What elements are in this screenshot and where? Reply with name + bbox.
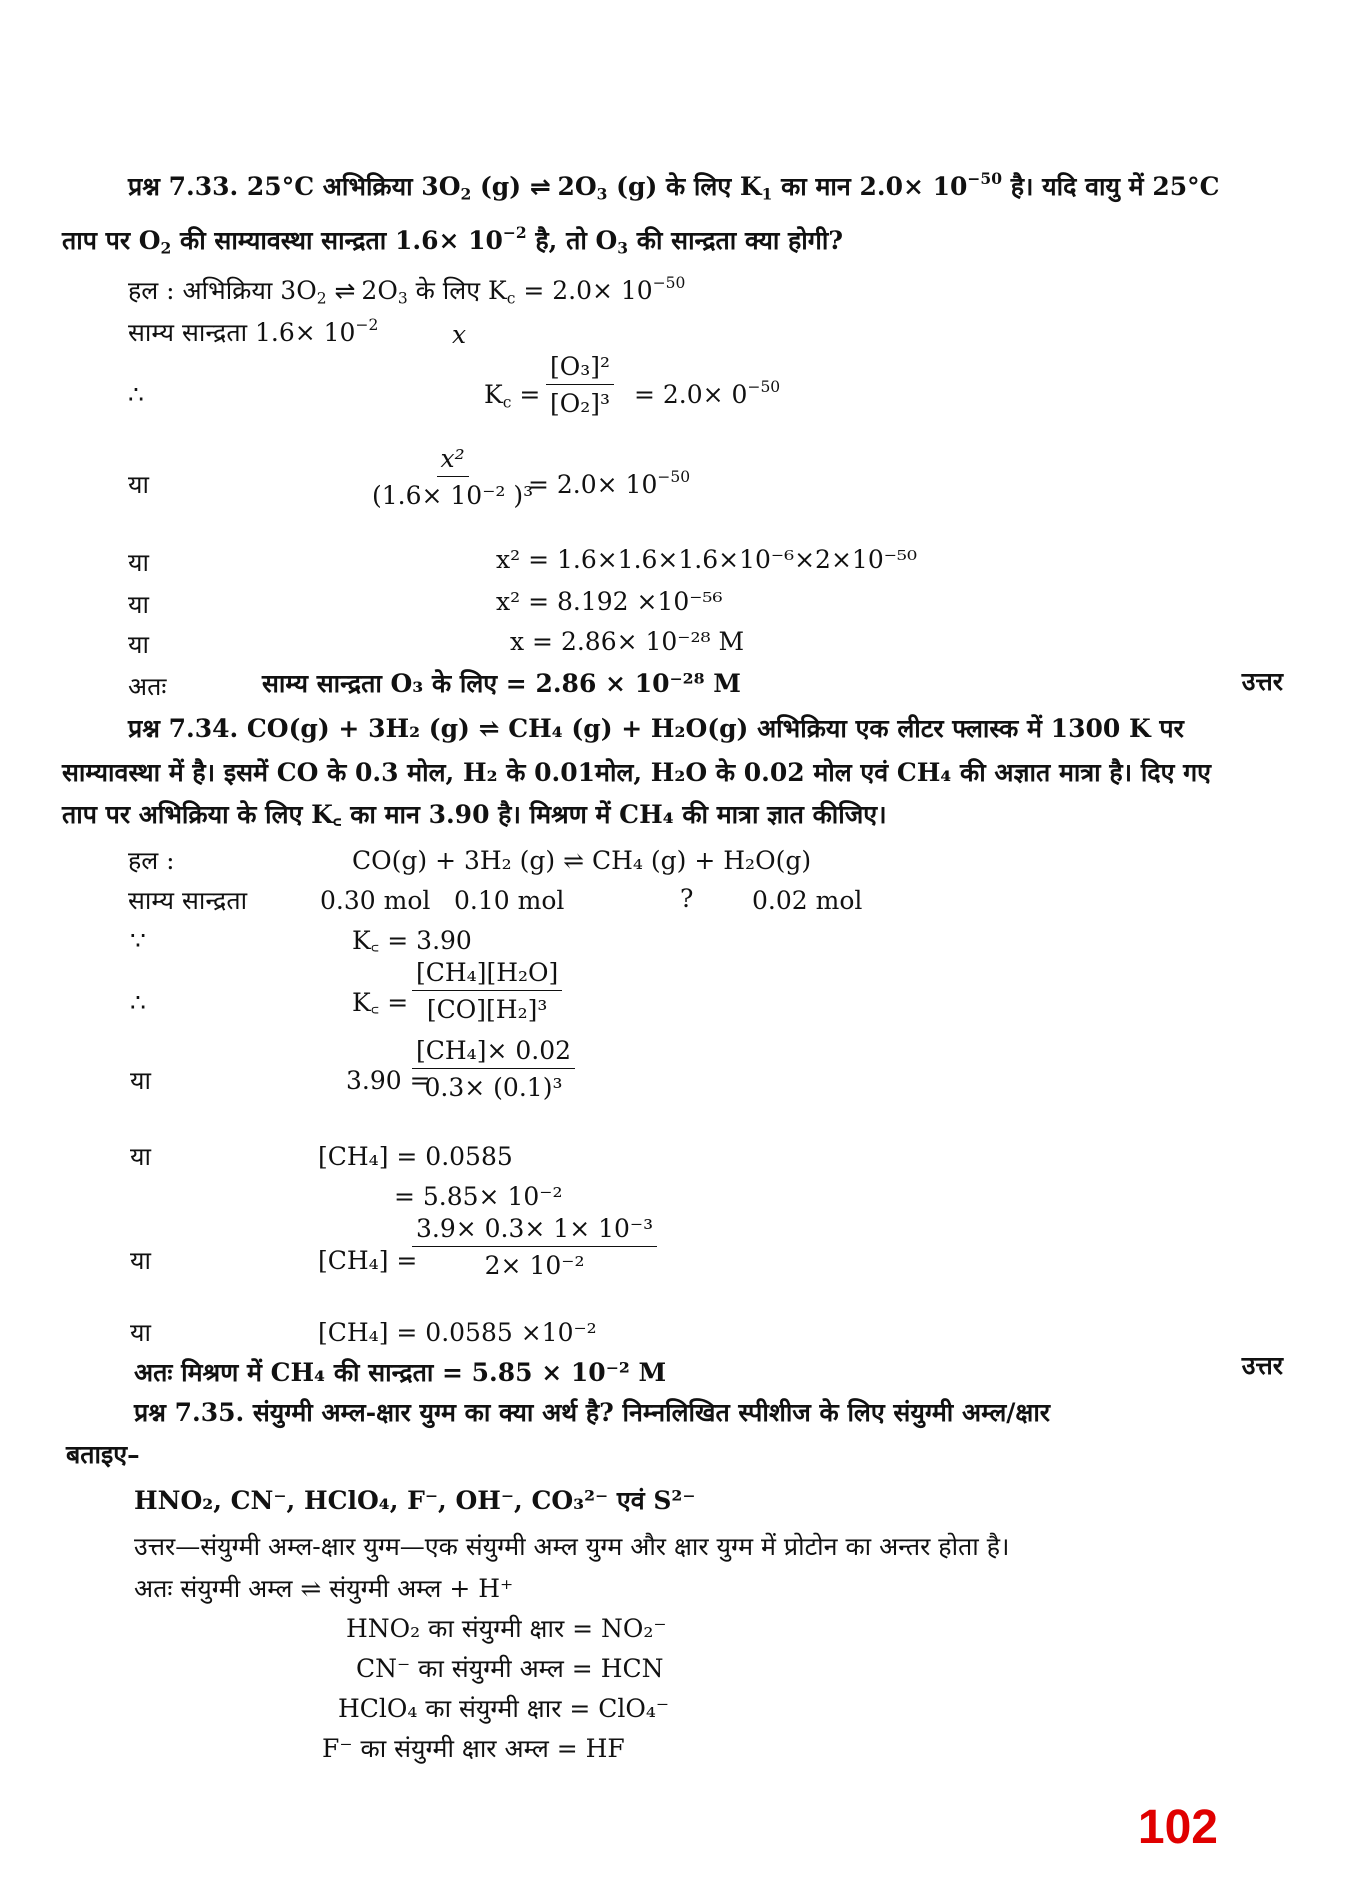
q734-f2-lhs: [CH₄] = — [318, 1246, 418, 1275]
q734-therefore: ∴ — [130, 988, 146, 1017]
q735-species: HNO₂, CN⁻, HClO₄, F⁻, OH⁻, CO₃²⁻ एवं S²⁻ — [134, 1486, 696, 1515]
q733-line1: प्रश्न 7.33. 25°C अभिक्रिया $3O_2$ (g) ⇌ $2O_3$ (g) के लिए $K_1$ का मान $2.0\times 10^{-50}$ है। यदि वायु में 25°C — [128, 169, 1220, 204]
q733-x-fraction: $\frac{\text{x²}}{\text{(1.6× 10⁻² )³}}$ — [372, 444, 534, 510]
q734-line1: प्रश्न 7.34. CO(g) + 3H₂ (g) ⇌ CH₄ (g) + H₂O(g) अभिक्रिया एक लीटर फ्लास्क में 1300 K पर — [128, 714, 1184, 743]
q733-ya-1: या — [128, 470, 149, 499]
q735-row-3: HClO₄ का संयुग्मी क्षार = ClO₄⁻ — [338, 1694, 670, 1723]
q733-answer-prefix: अतः — [128, 672, 167, 701]
q733-ya-4: या — [128, 630, 149, 659]
equilibrium-arrow-icon: ⇌ — [529, 172, 549, 201]
q734-kc-lhs: K꜀ = — [352, 988, 409, 1017]
q733-ya-2: या — [128, 548, 149, 577]
q733-x: x — [452, 320, 467, 349]
q734-ya-4: या — [130, 1318, 151, 1347]
q734-ya-2: या — [130, 1142, 151, 1171]
q735-relation: अतः संयुग्मी अम्ल ⇌ संयुग्मी अम्ल + H⁺ — [134, 1574, 514, 1603]
q734-conc-ch4: ? — [680, 884, 694, 913]
q734-ya-3: या — [130, 1246, 151, 1275]
q734-line3: ताप पर अभिक्रिया के लिए K꜀ का मान 3.90 है। मिश्रण में CH₄ की मात्रा ज्ञात कीजिए। — [62, 800, 887, 829]
q734-uttar: उत्तर — [1241, 1351, 1283, 1380]
q734-reaction: CO(g) + 3H₂ (g) ⇌ CH₄ (g) + H₂O(g) — [352, 846, 812, 875]
q733-line2: ताप पर $O_2$ की साम्यावस्था सान्द्रता $1.6\times 10^{-2}$ है, तो $O_3$ की सान्द्रता क्या होगी? — [62, 223, 843, 258]
q734-f1-lhs: 3.90 = — [346, 1066, 431, 1095]
q733-kc-rhs: = $2.0\times 0^{-50}$ — [634, 378, 781, 409]
q734-step-2: = 5.85× 10⁻² — [394, 1182, 563, 1211]
q735-row-4: F⁻ का संयुग्मी क्षार अम्ल = HF — [322, 1734, 625, 1763]
q733-step-3: x² = 1.6×1.6×1.6×10⁻⁶×2×10⁻⁵⁰ — [496, 545, 917, 574]
q734-step-3: [CH₄] = 0.0585 ×10⁻² — [318, 1318, 597, 1347]
page-number: 102 — [1137, 1801, 1218, 1854]
q734-kc-value: K꜀ = 3.90 — [352, 926, 472, 955]
q734-answer: अतः मिश्रण में CH₄ की सान्द्रता = 5.85 × 10⁻² M — [134, 1358, 667, 1387]
q735-line2: बताइए– — [66, 1440, 140, 1469]
q734-ya-1: या — [130, 1066, 151, 1095]
q734-f1-fraction: $\frac{\text{[CH₄]× 0.02}}{\text{0.3× (0.1)³}}$ — [412, 1036, 575, 1102]
q734-solution-label: हल : — [128, 846, 175, 875]
q733-solution-heading: हल : अभिक्रिया $3O_2$ ⇌ $2O_3$ के लिए $K_c = 2.0\times 10^{-50}$ — [128, 274, 686, 308]
q734-conc-h2: 0.10 mol — [454, 886, 565, 915]
q734-kc-fraction: $\frac{\text{[CH₄][H₂O]}}{\text{[CO][H₂]³}}$ — [412, 958, 562, 1024]
q735-row-1: HNO₂ का संयुग्मी क्षार = NO₂⁻ — [346, 1614, 667, 1643]
q734-line2: साम्यावस्था में है। इसमें CO के 0.3 मोल, H₂ के 0.01मोल, H₂O के 0.02 मोल एवं CH₄ की अज्ञात मात्रा है। दिए गए — [62, 758, 1211, 787]
q733-kc-label: $K_c$ = — [484, 380, 541, 412]
q735-row-2: CN⁻ का संयुग्मी अम्ल = HCN — [356, 1654, 664, 1683]
q733-eq-concentration: साम्य सान्द्रता $1.6\times 10^{-2}$ — [128, 316, 379, 347]
q734-conc-h2o: 0.02 mol — [752, 886, 863, 915]
q734-f2-fraction: $\frac{\text{3.9× 0.3× 1× 10⁻³}}{\text{2× 10⁻²}}$ — [412, 1214, 657, 1280]
q733-step-5: x = 2.86× 10⁻²⁸ M — [510, 627, 745, 656]
q734-because: ∵ — [130, 926, 146, 955]
q733-step-4: x² = 8.192 ×10⁻⁵⁶ — [496, 587, 723, 616]
q735-answer: उत्तर—संयुग्मी अम्ल-क्षार युग्म—एक संयुग्मी अम्ल युग्म और क्षार युग्म में प्रोटोन का अन्तर होता है। — [134, 1532, 1010, 1561]
q734-conc-label: साम्य सान्द्रता — [128, 886, 248, 915]
q734-step-1: [CH₄] = 0.0585 — [318, 1142, 513, 1171]
q733-answer: साम्य सान्द्रता O₃ के लिए = 2.86 × 10⁻²⁸ M — [262, 669, 741, 698]
q733-ya-3: या — [128, 590, 149, 619]
q733-therefore: ∴ — [128, 380, 144, 409]
equilibrium-arrow-icon: ⇌ — [334, 276, 354, 305]
q733-x-fraction-rhs: = $2.0\times 10^{-50}$ — [528, 468, 691, 499]
q733-uttar: उत्तर — [1241, 667, 1283, 696]
q735-line1: प्रश्न 7.35. संयुग्मी अम्ल-क्षार युग्म का क्या अर्थ है? निम्नलिखित स्पीशीज के लिए संयुग्मी अम्ल/क्षार — [134, 1398, 1051, 1427]
q733-kc-fraction: $\frac{\text{[O₃]²}}{\text{[O₂]³}}$ — [546, 352, 614, 418]
q734-conc-co: 0.30 mol — [320, 886, 431, 915]
